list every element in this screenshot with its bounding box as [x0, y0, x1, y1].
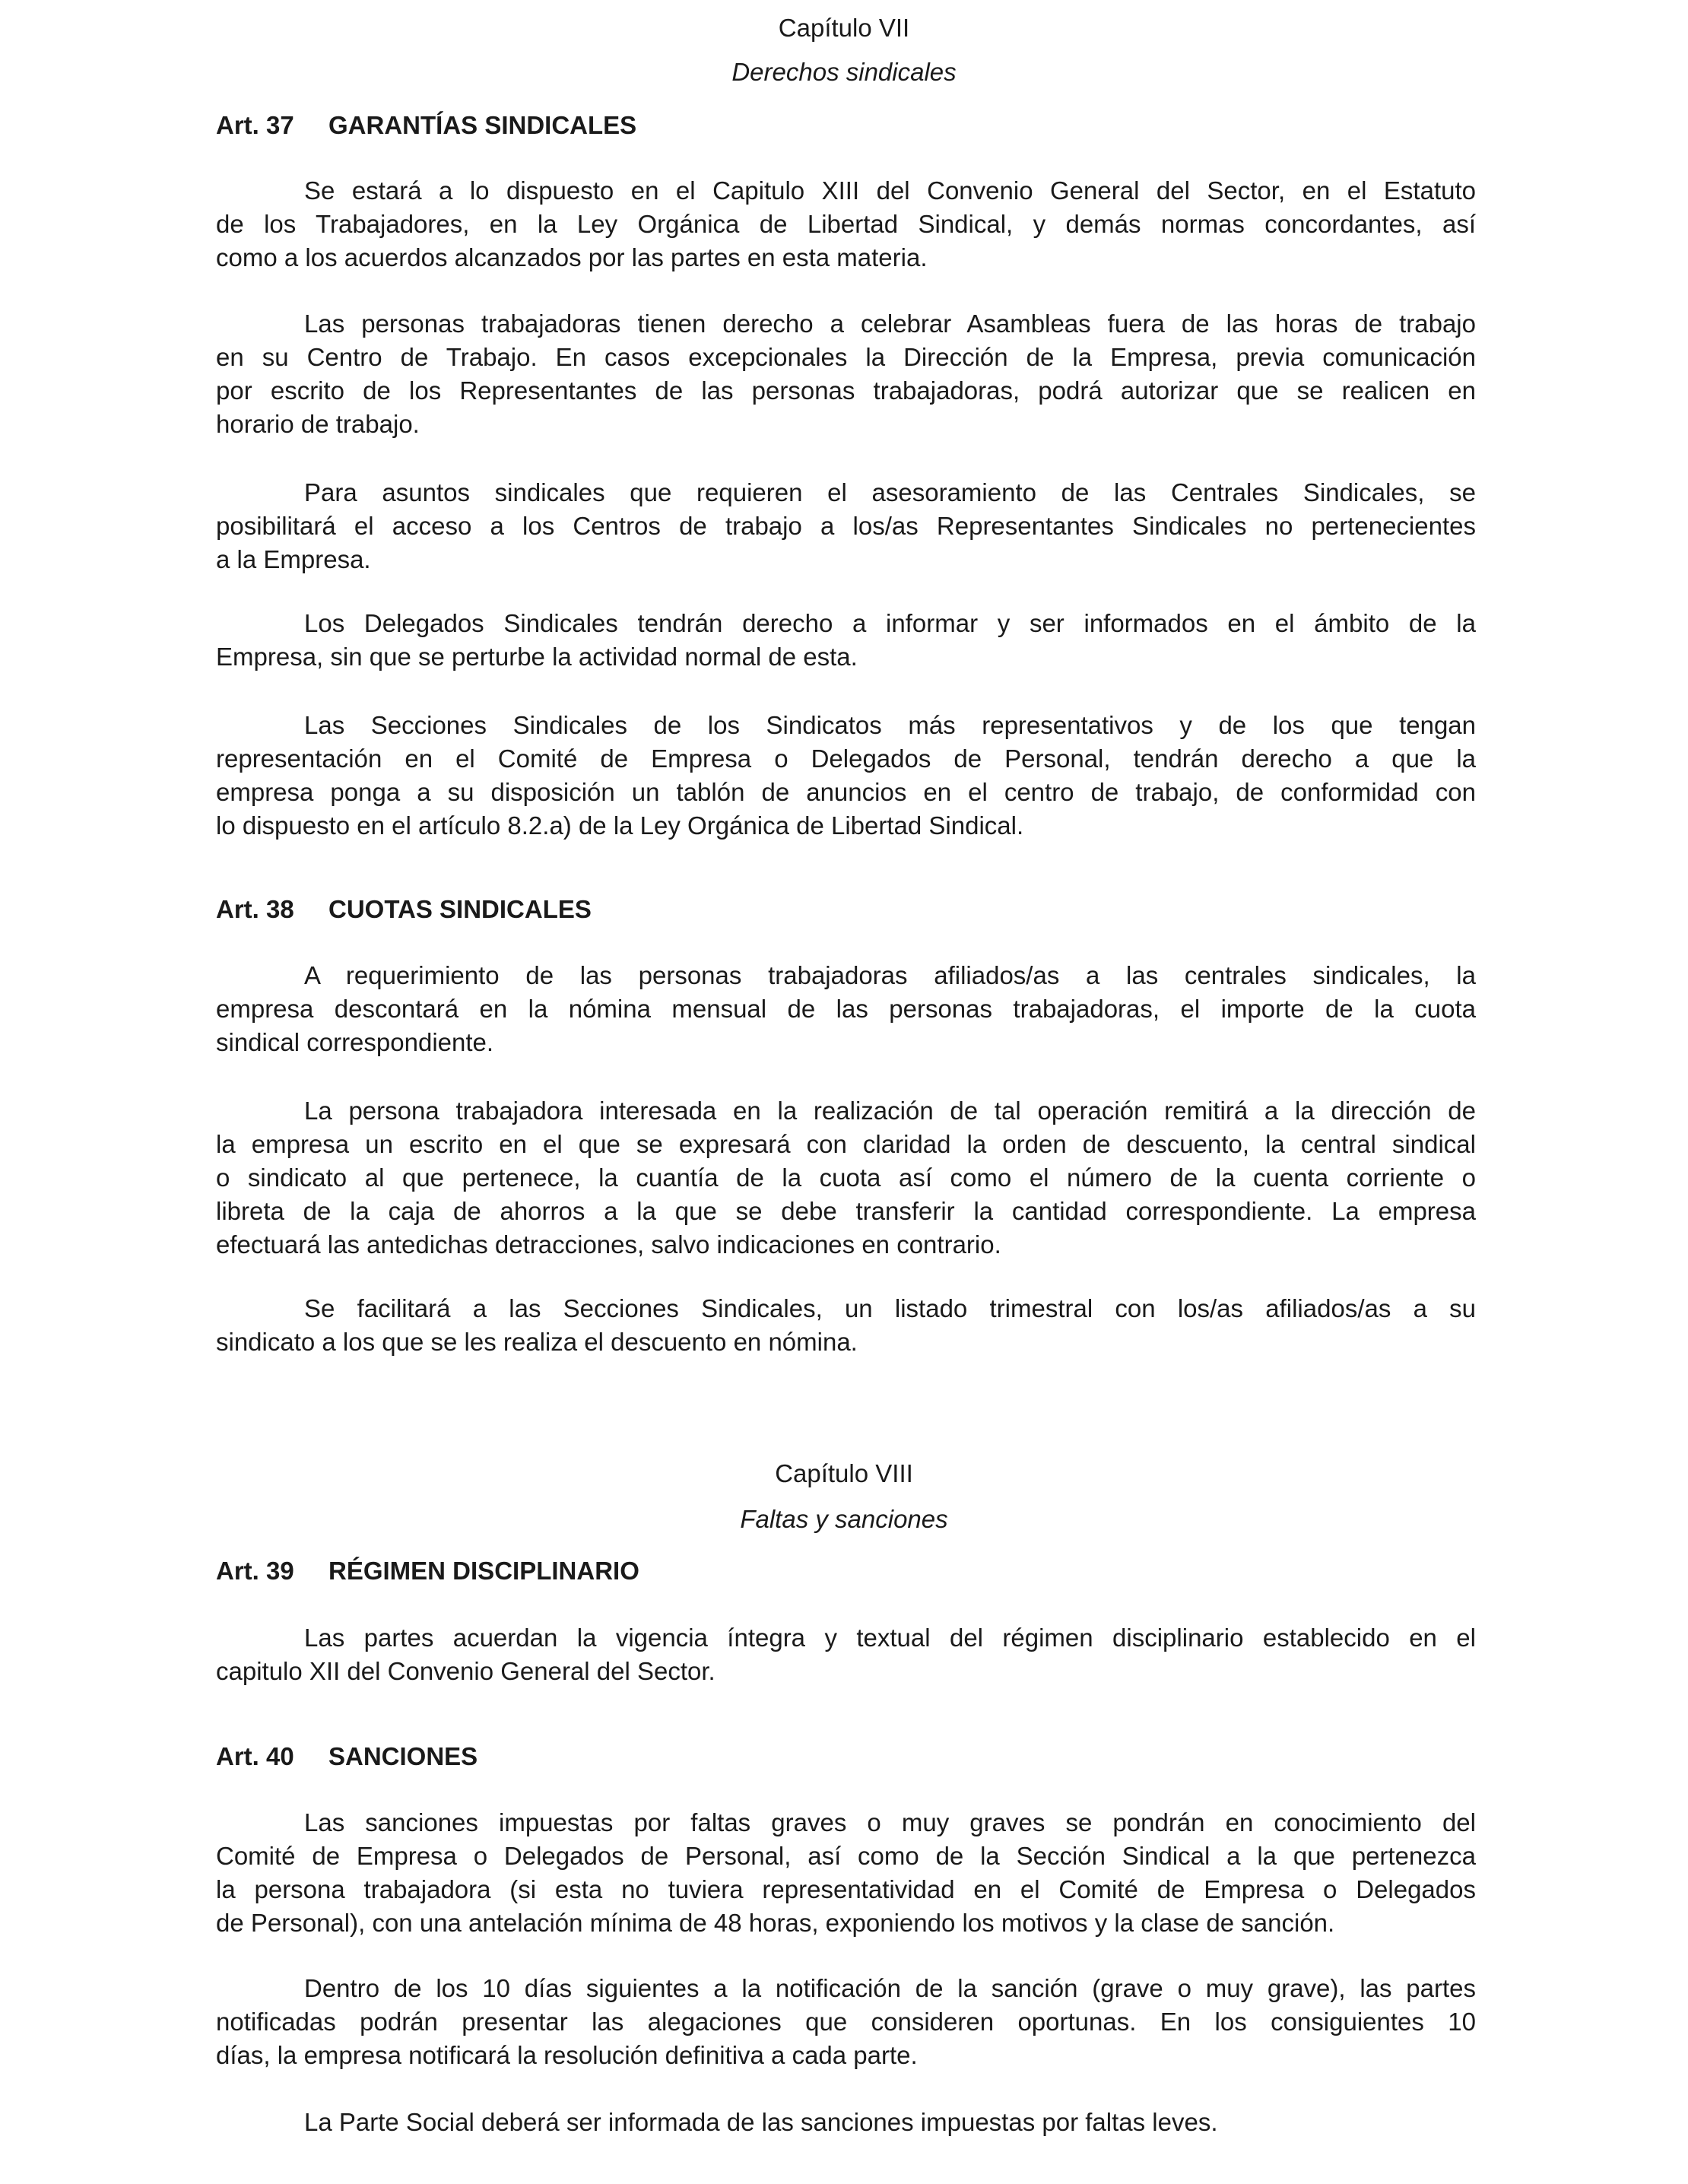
paragraph [216, 607, 1476, 674]
paragraph-line: Los Delegados Sindicales tendrán derecho a informar y ser informados en el ámbito de la [304, 609, 1476, 637]
chapter-subtitle: Derechos sindicales [731, 58, 957, 86]
paragraph-line: empresa descontará en la nómina mensual de las personas trabajadoras, el importe de la cuota [216, 995, 1476, 1023]
paragraph-line: la empresa un escrito en el que se expresará con claridad la orden de descuento, la central sindical [216, 1130, 1476, 1158]
article-title: RÉGIMEN DISCIPLINARIO [328, 1557, 639, 1585]
paragraph-line: representación en el Comité de Empresa o Delegados de Personal, tendrán derecho a que la [216, 744, 1476, 773]
paragraph-line: La Parte Social deberá ser informada de las sanciones impuestas por faltas leves. [304, 2108, 1218, 2136]
paragraph-line: Se estará a lo dispuesto en el Capitulo XIII del Convenio General del Sector, en el Estatuto [304, 176, 1476, 205]
paragraph [216, 1094, 1476, 1262]
article-number: Art. 39 [216, 1557, 294, 1585]
article-heading [216, 1554, 639, 1588]
paragraph [216, 307, 1476, 441]
paragraph-line: Para asuntos sindicales que requieren el asesoramiento de las Centrales Sindicales, se [304, 478, 1476, 506]
paragraph [216, 476, 1476, 576]
paragraph-line: A requerimiento de las personas trabajadoras afiliados/as a las centrales sindicales, la [304, 961, 1476, 989]
paragraph [216, 1972, 1476, 2072]
paragraph [216, 1806, 1476, 1940]
paragraph-line: La persona trabajadora interesada en la realización de tal operación remitirá a la dirección de [304, 1097, 1476, 1125]
paragraph-line: lo dispuesto en el artículo 8.2.a) de la Ley Orgánica de Libertad Sindical. [216, 811, 1024, 840]
paragraph-line: días, la empresa notificará la resolución definitiva a cada parte. [216, 2041, 918, 2069]
article-heading [216, 109, 636, 142]
paragraph-line: posibilitará el acceso a los Centros de trabajo a los/as Representantes Sindicales no pertenecientes [216, 512, 1476, 540]
article-number: Art. 40 [216, 1742, 294, 1770]
chapter-title: Capítulo VII [778, 14, 910, 42]
paragraph-line: capitulo XII del Convenio General del Sector. [216, 1657, 715, 1685]
paragraph-line: efectuará las antedichas detracciones, salvo indicaciones en contrario. [216, 1230, 1001, 1259]
paragraph-line: de Personal), con una antelación mínima de 48 horas, exponiendo los motivos y la clase de sanción. [216, 1909, 1335, 1937]
paragraph-line: Las sanciones impuestas por faltas graves o muy graves se pondrán en conocimiento del [304, 1808, 1476, 1836]
paragraph-line: como a los acuerdos alcanzados por las partes en esta materia. [216, 243, 928, 271]
article-number: Art. 38 [216, 895, 294, 923]
paragraph-line: horario de trabajo. [216, 410, 420, 438]
paragraph [216, 2106, 1476, 2139]
paragraph [216, 709, 1476, 843]
article-title: SANCIONES [328, 1742, 478, 1770]
paragraph-line: o sindicato al que pertenece, la cuantía de la cuota así como el número de la cuenta corriente o [216, 1163, 1476, 1192]
article-title: CUOTAS SINDICALES [328, 895, 592, 923]
paragraph-line: a la Empresa. [216, 545, 371, 573]
chapter-title: Capítulo VIII [775, 1459, 913, 1487]
paragraph [216, 1292, 1476, 1359]
paragraph [216, 959, 1476, 1059]
article-heading [216, 1740, 478, 1773]
paragraph-line: libreta de la caja de ahorros a la que se debe transferir la cantidad correspondiente. La empresa [216, 1197, 1476, 1225]
paragraph-line: Comité de Empresa o Delegados de Personal, así como de la Sección Sindical a la que pertenezca [216, 1842, 1476, 1870]
paragraph-line: empresa ponga a su disposición un tablón de anuncios en el centro de trabajo, de conformidad con [216, 778, 1476, 806]
article-heading [216, 893, 592, 926]
paragraph-line: sindical correspondiente. [216, 1028, 494, 1056]
paragraph-line: en su Centro de Trabajo. En casos excepcionales la Dirección de la Empresa, previa comunicación [216, 343, 1476, 371]
paragraph [216, 174, 1476, 275]
paragraph-line: por escrito de los Representantes de las personas trabajadoras, podrá autorizar que se realicen en [216, 376, 1476, 405]
paragraph-line: de los Trabajadores, en la Ley Orgánica de Libertad Sindical, y demás normas concordantes, así [216, 210, 1476, 238]
paragraph-line: Las personas trabajadoras tienen derecho a celebrar Asambleas fuera de las horas de trabajo [304, 310, 1476, 338]
paragraph [216, 1621, 1476, 1688]
paragraph-line: Las partes acuerdan la vigencia íntegra y textual del régimen disciplinario establecido en el [304, 1624, 1476, 1652]
paragraph-line: Se facilitará a las Secciones Sindicales, un listado trimestral con los/as afiliados/as a su [304, 1294, 1476, 1322]
paragraph-line: Empresa, sin que se perturbe la actividad normal de esta. [216, 643, 858, 671]
paragraph-line: Dentro de los 10 días siguientes a la notificación de la sanción (grave o muy grave), las partes [304, 1974, 1476, 2002]
article-title: GARANTÍAS SINDICALES [328, 111, 637, 139]
paragraph-line: sindicato a los que se les realiza el descuento en nómina. [216, 1328, 858, 1356]
chapter-subtitle: Faltas y sanciones [740, 1505, 948, 1533]
paragraph-line: notificadas podrán presentar las alegaciones que consideren oportunas. En los consiguientes 10 [216, 2008, 1476, 2036]
paragraph-line: Las Secciones Sindicales de los Sindicatos más representativos y de los que tengan [304, 711, 1476, 739]
article-number: Art. 37 [216, 111, 294, 139]
paragraph-line: la persona trabajadora (si esta no tuviera representatividad en el Comité de Empresa o Delegados [216, 1875, 1476, 1903]
